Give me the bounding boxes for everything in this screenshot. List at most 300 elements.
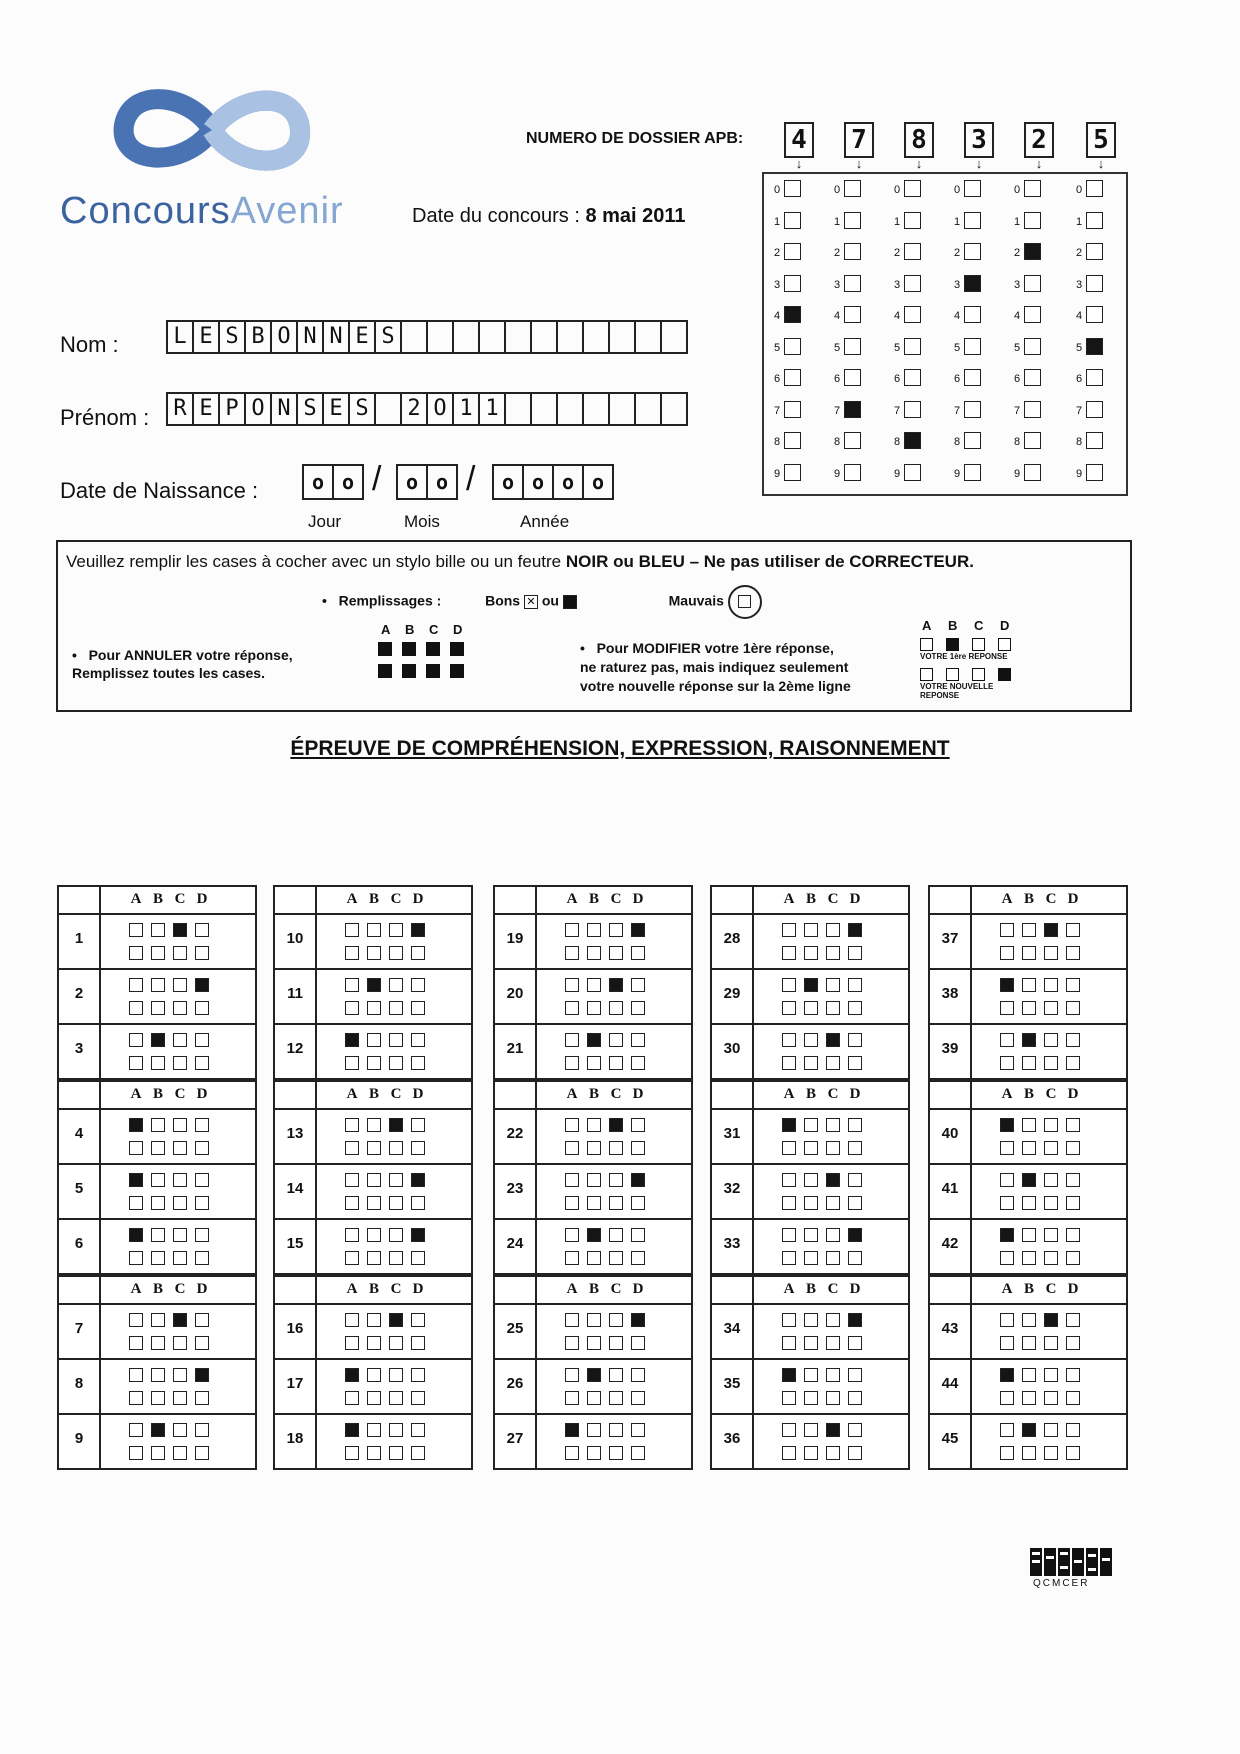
dossier-digit-box[interactable]: 3 (964, 122, 994, 158)
answer-checkbox[interactable] (1000, 1313, 1014, 1327)
dossier-bubble[interactable] (964, 275, 981, 292)
answer-checkbox-correction[interactable] (609, 1056, 623, 1070)
answer-checkbox[interactable] (804, 1228, 818, 1242)
answer-checkbox[interactable] (565, 1228, 579, 1242)
answer-checkbox-correction[interactable] (151, 1141, 165, 1155)
dossier-bubble[interactable] (844, 401, 861, 418)
dossier-bubble[interactable] (964, 432, 981, 449)
answer-checkbox[interactable] (782, 923, 796, 937)
answer-checkbox-correction[interactable] (389, 1336, 403, 1350)
answer-checkbox-correction[interactable] (411, 1336, 425, 1350)
answer-checkbox[interactable] (848, 1368, 862, 1382)
dossier-bubble[interactable] (844, 212, 861, 229)
answer-checkbox-correction[interactable] (587, 1056, 601, 1070)
answer-checkbox-correction[interactable] (1000, 1336, 1014, 1350)
answer-checkbox-correction[interactable] (345, 1196, 359, 1210)
answer-checkbox-correction[interactable] (631, 1056, 645, 1070)
answer-checkbox-correction[interactable] (1022, 1446, 1036, 1460)
answer-checkbox-correction[interactable] (609, 1251, 623, 1265)
dossier-bubble[interactable] (964, 243, 981, 260)
answer-checkbox[interactable] (1022, 1033, 1036, 1047)
answer-checkbox[interactable] (411, 1033, 425, 1047)
dossier-bubble[interactable] (1086, 180, 1103, 197)
answer-checkbox[interactable] (129, 1118, 143, 1132)
letter-cell[interactable] (376, 394, 402, 424)
answer-checkbox[interactable] (1044, 1313, 1058, 1327)
answer-checkbox[interactable] (389, 1423, 403, 1437)
dossier-bubble[interactable] (784, 369, 801, 386)
answer-checkbox[interactable] (345, 1313, 359, 1327)
answer-checkbox-correction[interactable] (848, 1251, 862, 1265)
answer-checkbox-correction[interactable] (195, 1391, 209, 1405)
answer-checkbox[interactable] (1022, 1368, 1036, 1382)
answer-checkbox-correction[interactable] (826, 1196, 840, 1210)
answer-checkbox[interactable] (345, 978, 359, 992)
answer-checkbox-correction[interactable] (631, 1001, 645, 1015)
answer-checkbox-correction[interactable] (609, 1141, 623, 1155)
dossier-bubble[interactable] (844, 338, 861, 355)
answer-checkbox-correction[interactable] (848, 1001, 862, 1015)
answer-checkbox[interactable] (411, 923, 425, 937)
dossier-bubble[interactable] (964, 401, 981, 418)
answer-checkbox[interactable] (345, 1228, 359, 1242)
dossier-bubble[interactable] (1024, 338, 1041, 355)
answer-checkbox-correction[interactable] (826, 1001, 840, 1015)
dossier-bubble[interactable] (1024, 432, 1041, 449)
answer-checkbox[interactable] (1044, 1118, 1058, 1132)
answer-checkbox-correction[interactable] (1066, 1001, 1080, 1015)
answer-checkbox-correction[interactable] (1022, 1251, 1036, 1265)
answer-checkbox-correction[interactable] (631, 1251, 645, 1265)
answer-checkbox[interactable] (782, 1423, 796, 1437)
answer-checkbox-correction[interactable] (151, 1391, 165, 1405)
answer-checkbox-correction[interactable] (195, 1336, 209, 1350)
answer-checkbox[interactable] (173, 1033, 187, 1047)
answer-checkbox-correction[interactable] (173, 1001, 187, 1015)
letter-cell[interactable]: E (350, 322, 376, 352)
answer-checkbox[interactable] (1066, 978, 1080, 992)
answer-checkbox[interactable] (587, 1033, 601, 1047)
answer-checkbox-correction[interactable] (848, 1056, 862, 1070)
answer-checkbox-correction[interactable] (848, 1196, 862, 1210)
answer-checkbox-correction[interactable] (195, 1141, 209, 1155)
dossier-bubble[interactable] (1086, 212, 1103, 229)
answer-checkbox[interactable] (1022, 1228, 1036, 1242)
answer-checkbox-correction[interactable] (782, 1251, 796, 1265)
answer-checkbox[interactable] (195, 1228, 209, 1242)
answer-checkbox[interactable] (804, 1033, 818, 1047)
answer-checkbox-correction[interactable] (848, 1446, 862, 1460)
answer-checkbox[interactable] (848, 1118, 862, 1132)
answer-checkbox-correction[interactable] (782, 1336, 796, 1350)
date-digit-cell[interactable]: o (554, 466, 584, 498)
dossier-bubble[interactable] (784, 306, 801, 323)
answer-checkbox-correction[interactable] (129, 946, 143, 960)
date-digit-cell[interactable]: o (398, 466, 428, 498)
answer-checkbox-correction[interactable] (587, 1336, 601, 1350)
answer-checkbox[interactable] (804, 1118, 818, 1132)
answer-checkbox-correction[interactable] (1044, 1336, 1058, 1350)
answer-checkbox-correction[interactable] (129, 1196, 143, 1210)
answer-checkbox[interactable] (1044, 923, 1058, 937)
answer-checkbox-correction[interactable] (1066, 1251, 1080, 1265)
dossier-bubble[interactable] (784, 275, 801, 292)
answer-checkbox[interactable] (195, 1368, 209, 1382)
answer-checkbox-correction[interactable] (1044, 1056, 1058, 1070)
dossier-bubble[interactable] (904, 401, 921, 418)
dossier-bubble[interactable] (1086, 306, 1103, 323)
dossier-bubble[interactable] (904, 180, 921, 197)
answer-checkbox[interactable] (367, 1313, 381, 1327)
answer-checkbox-correction[interactable] (367, 1336, 381, 1350)
answer-checkbox[interactable] (782, 1228, 796, 1242)
letter-cell[interactable] (558, 394, 584, 424)
answer-checkbox-correction[interactable] (411, 1251, 425, 1265)
answer-checkbox[interactable] (195, 978, 209, 992)
letter-cell[interactable]: O (272, 322, 298, 352)
dossier-bubble[interactable] (1086, 275, 1103, 292)
answer-checkbox[interactable] (609, 923, 623, 937)
letter-cell[interactable]: R (168, 394, 194, 424)
dossier-bubble[interactable] (1086, 432, 1103, 449)
answer-checkbox[interactable] (345, 1368, 359, 1382)
letter-cell[interactable] (584, 394, 610, 424)
answer-checkbox[interactable] (609, 978, 623, 992)
answer-checkbox-correction[interactable] (367, 1056, 381, 1070)
answer-checkbox[interactable] (1022, 1118, 1036, 1132)
answer-checkbox[interactable] (389, 1173, 403, 1187)
answer-checkbox-correction[interactable] (1022, 1141, 1036, 1155)
answer-checkbox-correction[interactable] (411, 1056, 425, 1070)
answer-checkbox-correction[interactable] (195, 1251, 209, 1265)
dossier-bubble[interactable] (904, 369, 921, 386)
dossier-bubble[interactable] (1086, 464, 1103, 481)
answer-checkbox-correction[interactable] (609, 1196, 623, 1210)
answer-checkbox[interactable] (804, 978, 818, 992)
answer-checkbox[interactable] (367, 1118, 381, 1132)
answer-checkbox[interactable] (804, 1173, 818, 1187)
answer-checkbox[interactable] (1000, 978, 1014, 992)
answer-checkbox-correction[interactable] (1000, 1251, 1014, 1265)
answer-checkbox[interactable] (804, 923, 818, 937)
answer-checkbox[interactable] (848, 1228, 862, 1242)
answer-checkbox[interactable] (848, 1423, 862, 1437)
dossier-digit-box[interactable]: 5 (1086, 122, 1116, 158)
answer-checkbox-correction[interactable] (195, 946, 209, 960)
answer-checkbox-correction[interactable] (1066, 1336, 1080, 1350)
letter-cell[interactable]: O (246, 394, 272, 424)
answer-checkbox-correction[interactable] (587, 1196, 601, 1210)
answer-checkbox-correction[interactable] (411, 1001, 425, 1015)
answer-checkbox[interactable] (782, 1118, 796, 1132)
answer-checkbox-correction[interactable] (631, 1391, 645, 1405)
answer-checkbox[interactable] (389, 978, 403, 992)
answer-checkbox[interactable] (1044, 1033, 1058, 1047)
answer-checkbox[interactable] (1066, 923, 1080, 937)
dossier-bubble[interactable] (784, 180, 801, 197)
answer-checkbox-correction[interactable] (848, 946, 862, 960)
dossier-bubble[interactable] (964, 180, 981, 197)
answer-checkbox[interactable] (367, 1228, 381, 1242)
answer-checkbox-correction[interactable] (631, 1336, 645, 1350)
answer-checkbox-correction[interactable] (1044, 1391, 1058, 1405)
answer-checkbox-correction[interactable] (804, 1446, 818, 1460)
letter-cell[interactable]: S (376, 322, 402, 352)
answer-checkbox[interactable] (804, 1313, 818, 1327)
answer-checkbox-correction[interactable] (587, 1001, 601, 1015)
answer-checkbox-correction[interactable] (782, 1001, 796, 1015)
dossier-bubble[interactable] (844, 306, 861, 323)
dossier-bubble[interactable] (904, 212, 921, 229)
answer-checkbox[interactable] (345, 1118, 359, 1132)
answer-checkbox-correction[interactable] (609, 946, 623, 960)
answer-checkbox[interactable] (389, 1228, 403, 1242)
answer-checkbox-correction[interactable] (173, 946, 187, 960)
answer-checkbox-correction[interactable] (1022, 946, 1036, 960)
answer-checkbox[interactable] (151, 1228, 165, 1242)
answer-checkbox[interactable] (631, 1313, 645, 1327)
answer-checkbox-correction[interactable] (804, 1391, 818, 1405)
answer-checkbox[interactable] (1044, 1173, 1058, 1187)
answer-checkbox[interactable] (129, 1228, 143, 1242)
answer-checkbox-correction[interactable] (826, 1251, 840, 1265)
answer-checkbox[interactable] (389, 1033, 403, 1047)
answer-checkbox[interactable] (151, 923, 165, 937)
answer-checkbox-correction[interactable] (804, 1251, 818, 1265)
answer-checkbox-correction[interactable] (1066, 1196, 1080, 1210)
dossier-bubble[interactable] (1024, 275, 1041, 292)
answer-checkbox[interactable] (367, 978, 381, 992)
answer-checkbox[interactable] (151, 1368, 165, 1382)
answer-checkbox[interactable] (1066, 1313, 1080, 1327)
answer-checkbox-correction[interactable] (129, 1001, 143, 1015)
answer-checkbox[interactable] (367, 1033, 381, 1047)
answer-checkbox[interactable] (565, 1173, 579, 1187)
answer-checkbox[interactable] (631, 1423, 645, 1437)
letter-cell[interactable]: 1 (480, 394, 506, 424)
letter-cell[interactable] (532, 322, 558, 352)
answer-checkbox[interactable] (151, 978, 165, 992)
answer-checkbox[interactable] (565, 1368, 579, 1382)
answer-checkbox-correction[interactable] (804, 1141, 818, 1155)
answer-checkbox-correction[interactable] (1022, 1391, 1036, 1405)
answer-checkbox-correction[interactable] (1044, 1196, 1058, 1210)
letter-cell[interactable] (662, 322, 686, 352)
dossier-bubble[interactable] (1024, 306, 1041, 323)
answer-checkbox-correction[interactable] (151, 946, 165, 960)
answer-checkbox-correction[interactable] (609, 1446, 623, 1460)
answer-checkbox-correction[interactable] (826, 1141, 840, 1155)
letter-cell[interactable]: N (272, 394, 298, 424)
dob-mois-field[interactable] (396, 464, 458, 500)
dossier-digit-box[interactable]: 7 (844, 122, 874, 158)
answer-checkbox[interactable] (129, 1173, 143, 1187)
answer-checkbox-correction[interactable] (173, 1056, 187, 1070)
answer-checkbox[interactable] (826, 1173, 840, 1187)
answer-checkbox-correction[interactable] (1044, 1141, 1058, 1155)
answer-checkbox-correction[interactable] (782, 946, 796, 960)
dossier-bubble[interactable] (784, 464, 801, 481)
answer-checkbox-correction[interactable] (826, 1056, 840, 1070)
letter-cell[interactable]: N (324, 322, 350, 352)
answer-checkbox-correction[interactable] (345, 1336, 359, 1350)
dossier-bubble[interactable] (904, 275, 921, 292)
dossier-bubble[interactable] (1024, 180, 1041, 197)
answer-checkbox-correction[interactable] (1066, 1391, 1080, 1405)
answer-checkbox[interactable] (151, 1313, 165, 1327)
dossier-bubble[interactable] (844, 432, 861, 449)
answer-checkbox-correction[interactable] (151, 1446, 165, 1460)
answer-checkbox[interactable] (151, 1033, 165, 1047)
answer-checkbox[interactable] (195, 1173, 209, 1187)
answer-checkbox-correction[interactable] (389, 1056, 403, 1070)
dossier-bubble[interactable] (1024, 401, 1041, 418)
answer-checkbox-correction[interactable] (609, 1391, 623, 1405)
answer-checkbox-correction[interactable] (782, 1196, 796, 1210)
answer-checkbox-correction[interactable] (565, 1446, 579, 1460)
answer-checkbox-correction[interactable] (129, 1446, 143, 1460)
answer-checkbox-correction[interactable] (195, 1196, 209, 1210)
answer-checkbox-correction[interactable] (151, 1336, 165, 1350)
answer-checkbox-correction[interactable] (345, 1056, 359, 1070)
answer-checkbox[interactable] (609, 1118, 623, 1132)
letter-cell[interactable]: E (194, 394, 220, 424)
dossier-bubble[interactable] (904, 306, 921, 323)
answer-checkbox-correction[interactable] (848, 1336, 862, 1350)
answer-checkbox-correction[interactable] (345, 946, 359, 960)
answer-checkbox[interactable] (609, 1368, 623, 1382)
answer-checkbox[interactable] (609, 1313, 623, 1327)
dossier-bubble[interactable] (1024, 243, 1041, 260)
dossier-bubble[interactable] (964, 212, 981, 229)
answer-checkbox-correction[interactable] (367, 1251, 381, 1265)
answer-checkbox-correction[interactable] (1066, 1056, 1080, 1070)
answer-checkbox-correction[interactable] (565, 1196, 579, 1210)
answer-checkbox[interactable] (1000, 1423, 1014, 1437)
answer-checkbox[interactable] (848, 923, 862, 937)
answer-checkbox-correction[interactable] (826, 1336, 840, 1350)
answer-checkbox[interactable] (826, 978, 840, 992)
answer-checkbox-correction[interactable] (129, 1251, 143, 1265)
answer-checkbox-correction[interactable] (173, 1446, 187, 1460)
answer-checkbox[interactable] (195, 1033, 209, 1047)
answer-checkbox-correction[interactable] (195, 1446, 209, 1460)
letter-cell[interactable]: S (350, 394, 376, 424)
answer-checkbox-correction[interactable] (389, 1001, 403, 1015)
answer-checkbox-correction[interactable] (195, 1001, 209, 1015)
answer-checkbox-correction[interactable] (129, 1391, 143, 1405)
date-digit-cell[interactable]: o (494, 466, 524, 498)
answer-checkbox[interactable] (609, 1423, 623, 1437)
answer-checkbox-correction[interactable] (151, 1001, 165, 1015)
answer-checkbox-correction[interactable] (565, 1001, 579, 1015)
answer-checkbox-correction[interactable] (367, 1196, 381, 1210)
answer-checkbox[interactable] (129, 1033, 143, 1047)
letter-cell[interactable]: L (168, 322, 194, 352)
answer-checkbox-correction[interactable] (367, 1446, 381, 1460)
answer-checkbox-correction[interactable] (173, 1196, 187, 1210)
answer-checkbox[interactable] (631, 1033, 645, 1047)
answer-checkbox-correction[interactable] (804, 1001, 818, 1015)
answer-checkbox-correction[interactable] (609, 1336, 623, 1350)
letter-cell[interactable]: B (246, 322, 272, 352)
dossier-bubble[interactable] (844, 275, 861, 292)
answer-checkbox[interactable] (587, 1368, 601, 1382)
dossier-bubble[interactable] (784, 432, 801, 449)
answer-checkbox[interactable] (631, 978, 645, 992)
answer-checkbox-correction[interactable] (411, 1391, 425, 1405)
answer-checkbox[interactable] (1022, 1423, 1036, 1437)
date-digit-cell[interactable]: o (524, 466, 554, 498)
answer-checkbox[interactable] (345, 1173, 359, 1187)
answer-checkbox-correction[interactable] (565, 1056, 579, 1070)
dossier-bubble[interactable] (844, 243, 861, 260)
answer-checkbox-correction[interactable] (411, 1196, 425, 1210)
letter-cell[interactable]: O (428, 394, 454, 424)
answer-checkbox[interactable] (1000, 1368, 1014, 1382)
letter-cell[interactable] (662, 394, 686, 424)
answer-checkbox-correction[interactable] (1000, 946, 1014, 960)
dossier-bubble[interactable] (904, 338, 921, 355)
answer-checkbox[interactable] (782, 1368, 796, 1382)
answer-checkbox-correction[interactable] (1000, 1446, 1014, 1460)
dossier-bubble[interactable] (964, 464, 981, 481)
letter-cell[interactable]: E (194, 322, 220, 352)
dossier-bubble[interactable] (1024, 212, 1041, 229)
answer-checkbox[interactable] (587, 1173, 601, 1187)
answer-checkbox[interactable] (411, 1423, 425, 1437)
answer-checkbox[interactable] (411, 1228, 425, 1242)
answer-checkbox[interactable] (1066, 1033, 1080, 1047)
answer-checkbox[interactable] (1000, 1118, 1014, 1132)
answer-checkbox[interactable] (345, 1423, 359, 1437)
answer-checkbox-correction[interactable] (195, 1056, 209, 1070)
answer-checkbox-correction[interactable] (565, 1391, 579, 1405)
dob-jour-field[interactable] (302, 464, 364, 500)
answer-checkbox[interactable] (1000, 1228, 1014, 1242)
letter-cell[interactable]: S (220, 322, 246, 352)
answer-checkbox[interactable] (389, 923, 403, 937)
answer-checkbox[interactable] (565, 1118, 579, 1132)
answer-checkbox[interactable] (587, 1228, 601, 1242)
answer-checkbox[interactable] (173, 923, 187, 937)
letter-cell[interactable]: 1 (454, 394, 480, 424)
dossier-bubble[interactable] (784, 243, 801, 260)
answer-checkbox-correction[interactable] (389, 1196, 403, 1210)
letter-cell[interactable] (558, 322, 584, 352)
letter-cell[interactable]: S (298, 394, 324, 424)
answer-checkbox-correction[interactable] (1066, 946, 1080, 960)
letter-cell[interactable] (636, 322, 662, 352)
answer-checkbox[interactable] (195, 1118, 209, 1132)
nom-field[interactable] (166, 320, 688, 354)
dossier-bubble[interactable] (904, 432, 921, 449)
answer-checkbox-correction[interactable] (631, 1141, 645, 1155)
answer-checkbox-correction[interactable] (804, 1196, 818, 1210)
answer-checkbox[interactable] (609, 1228, 623, 1242)
answer-checkbox-correction[interactable] (345, 1391, 359, 1405)
answer-checkbox-correction[interactable] (411, 946, 425, 960)
answer-checkbox[interactable] (1066, 1173, 1080, 1187)
dob-annee-field[interactable] (492, 464, 614, 500)
answer-checkbox[interactable] (367, 1368, 381, 1382)
answer-checkbox[interactable] (389, 1368, 403, 1382)
answer-checkbox[interactable] (587, 1118, 601, 1132)
answer-checkbox[interactable] (609, 1033, 623, 1047)
answer-checkbox-correction[interactable] (345, 1001, 359, 1015)
letter-cell[interactable] (506, 394, 532, 424)
answer-checkbox-correction[interactable] (367, 1001, 381, 1015)
